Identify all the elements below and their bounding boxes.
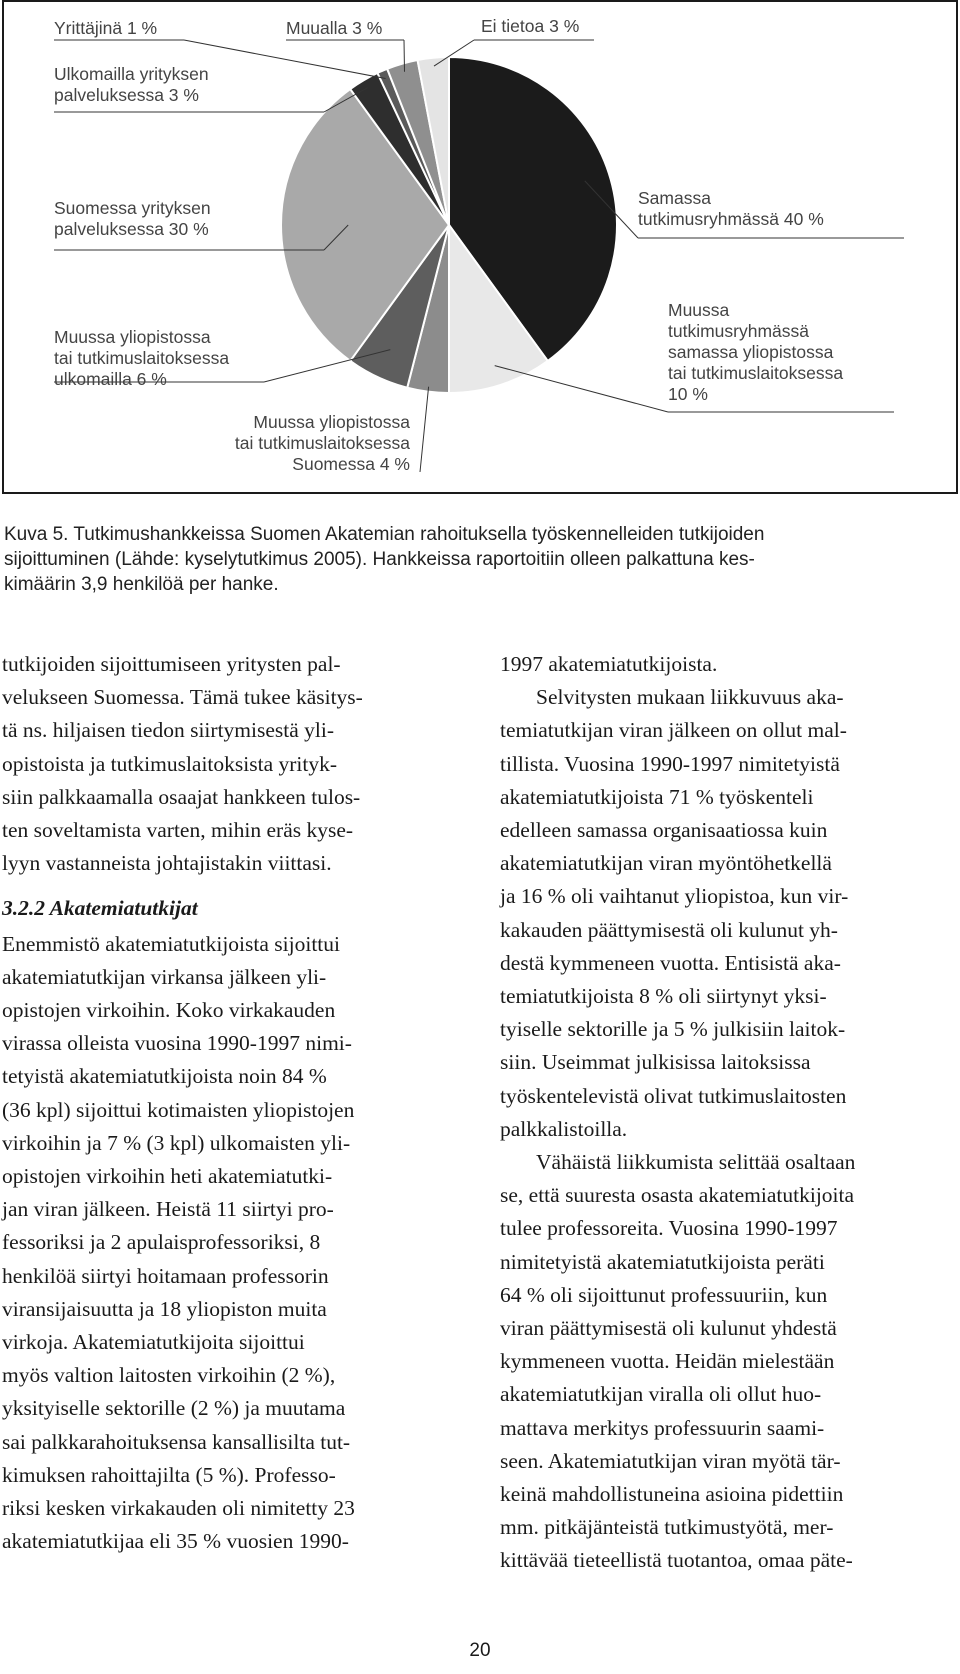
body-text-line: edelleen samassa organisaatiossa kuin <box>500 818 828 843</box>
body-text-line: fessoriksi ja 2 apulaisprofessoriksi, 8 <box>2 1230 321 1255</box>
body-text-line: sai palkkarahoituksensa kansallisilta tut- <box>2 1429 351 1454</box>
pie-label-2 <box>235 412 410 475</box>
body-text-line: jan viran jälkeen. Heistä 11 siirtyi pro- <box>2 1197 334 1222</box>
body-text-line: 1997 akatemiatutkijoista. <box>500 652 718 676</box>
pie-label-line: palveluksessa 30 % <box>54 219 209 239</box>
pie-chart-figure <box>2 0 958 494</box>
body-text-line: mm. pitkäjänteistä tutkimustyötä, mer- <box>500 1515 834 1540</box>
body-text-line: destä kymmeneen vuotta. Entisistä aka- <box>500 950 841 975</box>
body-text-line: keinä mahdollistuneina asioina pidettiin <box>500 1482 844 1507</box>
pie-label-line: Suomessa 4 % <box>292 454 410 474</box>
body-text-line: tulee professoreita. Vuosina 1990-1997 <box>500 1216 838 1241</box>
pie-label-line: tai tutkimuslaitoksessa <box>54 348 230 368</box>
body-text-line: 64 % oli sijoittunut professuuriin, kun <box>500 1282 828 1307</box>
pie-label-1 <box>668 300 843 405</box>
pie-label-line: tutkimusryhmässä <box>668 321 810 341</box>
body-text-line: palkkalistoilla. <box>500 1116 628 1141</box>
body-text-line: opistojen virkoihin. Koko virkakauden <box>2 998 336 1023</box>
body-text-line: akatemiatutkijan viralla oli ollut huo- <box>500 1382 822 1407</box>
pie-label-8 <box>481 16 579 37</box>
body-text-line: työskentelevistä olivat tutkimuslaitosten <box>500 1083 847 1108</box>
figure-caption <box>4 522 958 597</box>
body-text-line: tillista. Vuosina 1990-1997 nimitetyistä <box>500 751 840 776</box>
caption-line: kimäärin 3,9 henkilöä per hanke. <box>4 574 279 595</box>
pie-label-line: tai tutkimuslaitoksessa <box>668 363 844 383</box>
section-heading: 3.2.2 Akatemiatutkijat <box>2 896 198 921</box>
body-text-line: siin palkkaamalla osaajat hankkeen tulos- <box>2 784 361 809</box>
pie-label-line: ulkomailla 6 % <box>54 369 167 389</box>
pie-label-3 <box>54 327 229 390</box>
body-text-line: myös valtion laitosten virkoihin (2 %), <box>2 1363 336 1388</box>
body-text-line: tetyistä akatemiatutkijoista noin 84 % <box>2 1064 327 1089</box>
pie-label-line: Samassa <box>638 188 711 208</box>
caption-line: Kuva 5. Tutkimushankkeissa Suomen Akatemian rahoituksella työskennelleiden tutkijoiden <box>4 524 765 545</box>
body-text-line: virassa olleista vuosina 1990-1997 nimi- <box>2 1031 352 1056</box>
pie-label-7 <box>286 18 382 39</box>
body-text-line: kimuksen rahoittajilta (5 %). Professo- <box>2 1462 336 1487</box>
body-text-line: opistoista ja tutkimuslaitoksista yrityk- <box>2 751 338 776</box>
body-text-line: velukseen Suomessa. Tämä tukee käsitys- <box>2 685 363 710</box>
pie-label-line: Suomessa yrityksen <box>54 198 211 218</box>
body-text-line: se, että suuresta osasta akatemiatutkijoita <box>500 1183 855 1208</box>
caption-line: sijoittuminen (Lähde: kyselytutkimus 2005). Hankkeissa raportoitiin olleen palkattuna kes- <box>4 549 755 570</box>
pie-label-line: Muussa yliopistossa <box>54 327 211 347</box>
body-text-line: Enemmistö akatemiatutkijoista sijoittui <box>2 931 340 956</box>
body-text-line: seen. Akatemiatutkijan viran myötä tär- <box>500 1448 841 1473</box>
leader-line-1 <box>495 366 668 412</box>
body-text-line: ja 16 % oli vaihtanut yliopistoa, kun vir- <box>500 884 849 909</box>
leader-line-6 <box>184 40 386 79</box>
body-text-line: tä ns. hiljaisen tiedon siirtymisestä yli- <box>2 718 335 743</box>
body-text-line: henkilöä siirtyi hoitamaan professorin <box>2 1263 329 1288</box>
body-text-line: opistojen virkoihin heti akatemiatutki- <box>2 1164 333 1189</box>
body-text-line: akatemiatutkijan virkansa jälkeen yli- <box>2 964 327 989</box>
page-number: 20 <box>469 1640 491 1661</box>
body-text-line: virkoja. Akatemiatutkijoita sijoittui <box>2 1330 305 1355</box>
body-text-line: tyiselle sektorille ja 5 % julkisiin laitok- <box>500 1017 846 1042</box>
body-text-line: akatemiatutkijoista 71 % työskenteli <box>500 784 814 809</box>
pie-label-line: palveluksessa 3 % <box>54 85 199 105</box>
pie-label-line: tutkimusryhmässä 40 % <box>638 209 824 229</box>
body-text-line: kymmeneen vuotta. Heidän mielestään <box>500 1349 835 1374</box>
body-text-line: Vähäistä liikkumista selittää osaltaan <box>536 1150 856 1175</box>
pie-label-6 <box>54 18 157 39</box>
left-text-column <box>2 648 444 1558</box>
body-text-line: temiatutkijan viran jälkeen on ollut mal- <box>500 718 847 743</box>
pie-label-line: Ulkomailla yrityksen <box>54 64 209 84</box>
leader-line-2 <box>420 387 429 472</box>
pie-label-4 <box>54 198 211 240</box>
body-text-line: kittävää tieteellistä tuotantoa, omaa päte- <box>500 1548 853 1573</box>
body-text-line: temiatutkijoista 8 % oli siirtynyt yksi- <box>500 984 827 1009</box>
body-text-line: riksi kesken virkakauden oli nimitetty 23 <box>2 1496 355 1521</box>
body-text-line: nimitetyistä akatemiatutkijoista peräti <box>500 1249 825 1274</box>
body-text-line: akatemiatutkijaa eli 35 % vuosien 1990- <box>2 1529 349 1554</box>
body-text-line: virkoihin ja 7 % (3 kpl) ulkomaisten yli- <box>2 1130 351 1155</box>
body-text-line: (36 kpl) sijoittui kotimaisten yliopistojen <box>2 1097 355 1122</box>
right-text-column <box>500 648 958 1578</box>
body-text-line: Selvitysten mukaan liikkuvuus aka- <box>536 685 844 710</box>
pie-label-line: 10 % <box>668 384 708 404</box>
pie-label-line: tai tutkimuslaitoksessa <box>234 433 410 453</box>
body-text-line: ten soveltamista varten, mihin eräs kyse- <box>2 818 354 843</box>
pie-label-5 <box>54 64 209 106</box>
body-text-line: kakauden päättymisestä oli kulunut yh- <box>500 917 838 942</box>
pie-label-0 <box>638 188 824 230</box>
pie-label-line: samassa yliopistossa <box>668 342 834 362</box>
leader-line-7 <box>404 40 405 72</box>
body-text-line: akatemiatutkijan viran myöntöhetkellä <box>500 851 832 876</box>
body-text-line: viran päättymisestä oli kulunut yhdestä <box>500 1316 837 1341</box>
body-text-line: siin. Useimmat julkisissa laitoksissa <box>500 1050 811 1075</box>
body-text-line: viransijaisuutta ja 18 yliopiston muita <box>2 1296 327 1321</box>
body-text-line: lyyn vastanneista johtajistakin viittasi. <box>2 851 332 876</box>
pie-label-line: Muussa <box>668 300 730 320</box>
body-text-line: yksityiselle sektorille (2 %) ja muutama <box>2 1396 346 1421</box>
pie-label-line: Muualla 3 % <box>286 18 383 38</box>
pie-label-line: Yrittäjinä 1 % <box>54 18 158 38</box>
pie-label-line: Ei tietoa 3 % <box>481 16 580 36</box>
body-text-line: tutkijoiden sijoittumiseen yritysten pal- <box>2 652 341 676</box>
pie-label-line: Muussa yliopistossa <box>253 412 410 432</box>
body-text-line: mattava merkitys professuurin saami- <box>500 1415 825 1440</box>
